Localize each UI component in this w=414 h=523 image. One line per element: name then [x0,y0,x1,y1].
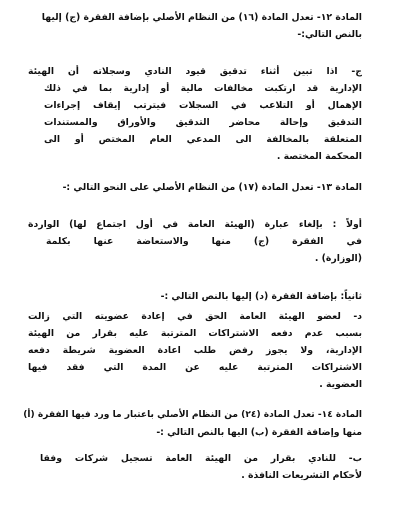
para-b-line: ب- للنادي بقرار من الهيئة العامة تسجيل شركات وفقا [40,453,362,464]
para-d-line: د- لعضو الهيئة العامة الحق في إعادة عضويته التي زالت [28,311,362,322]
first-item-line: أولاً : بإلغاء عبارة (الهيئة العامة في أول اجتماع لها) الواردة [28,219,362,230]
second-item-heading: ثانياً: بإضافة الفقرة (د) إليها بالنص التالي :- [160,291,362,302]
para-j-line: ج- اذا تبين أثناء تدقيق قيود النادي وسجلاته أن الهيئة [28,66,362,77]
para-d-line: بسبب عدم دفعه الاشتراكات المترتبة عليه بقرار من الهيئة [28,328,362,339]
article-13-heading: المادة ١٣- تعدل المادة (١٧) من النظام الأصلي على النحو التالي :- [62,182,362,193]
article-12-heading: المادة ١٢- تعدل المادة (١٦) من النظام الأصلي بإضافة الفقرة (ج) إليها [41,12,362,23]
first-item-line: (الوزارة) . [314,253,362,264]
para-b-line: لأحكام التشريعات النافذة . [241,470,362,481]
para-j-line: الإهمال أو التلاعب في السجلات فيترتب إيقاف إجراءات [44,100,362,111]
para-d-line: الإدارية، ولا يجوز رفض طلب اعادة العضوية شريطة دفعه [28,345,362,356]
first-item-line: في الفقرة (ج) منها والاستعاضة عنها بكلمة [46,236,362,247]
para-j-line: التدقيق وإحالة محاضر التدقيق والأوراق والمستندات [44,117,362,128]
para-j-line: الإدارية قد ارتكبت مخالفات مالية أو إدارية بما في ذلك [44,83,362,94]
article-14-heading-cont: منها وإضافة الفقرة (ب) اليها بالنص التالي :- [156,427,362,438]
article-12-heading-cont: بالنص التالي:- [297,29,362,40]
para-d-line: العضوية . [319,379,362,390]
article-14-heading: المادة ١٤- تعدل المادة (٢٤) من النظام الأصلي باعتبار ما ورد فيها الفقرة (أ) [23,410,362,420]
para-j-line: المتعلقة بالمخالفة الى المدعي العام المختص أو الى [44,134,362,145]
para-j-line: المحكمة المختصة . [276,151,362,162]
para-d-line: الاشتراكات المترتبة عليه عن المدة التي فقد فيها [28,362,362,373]
